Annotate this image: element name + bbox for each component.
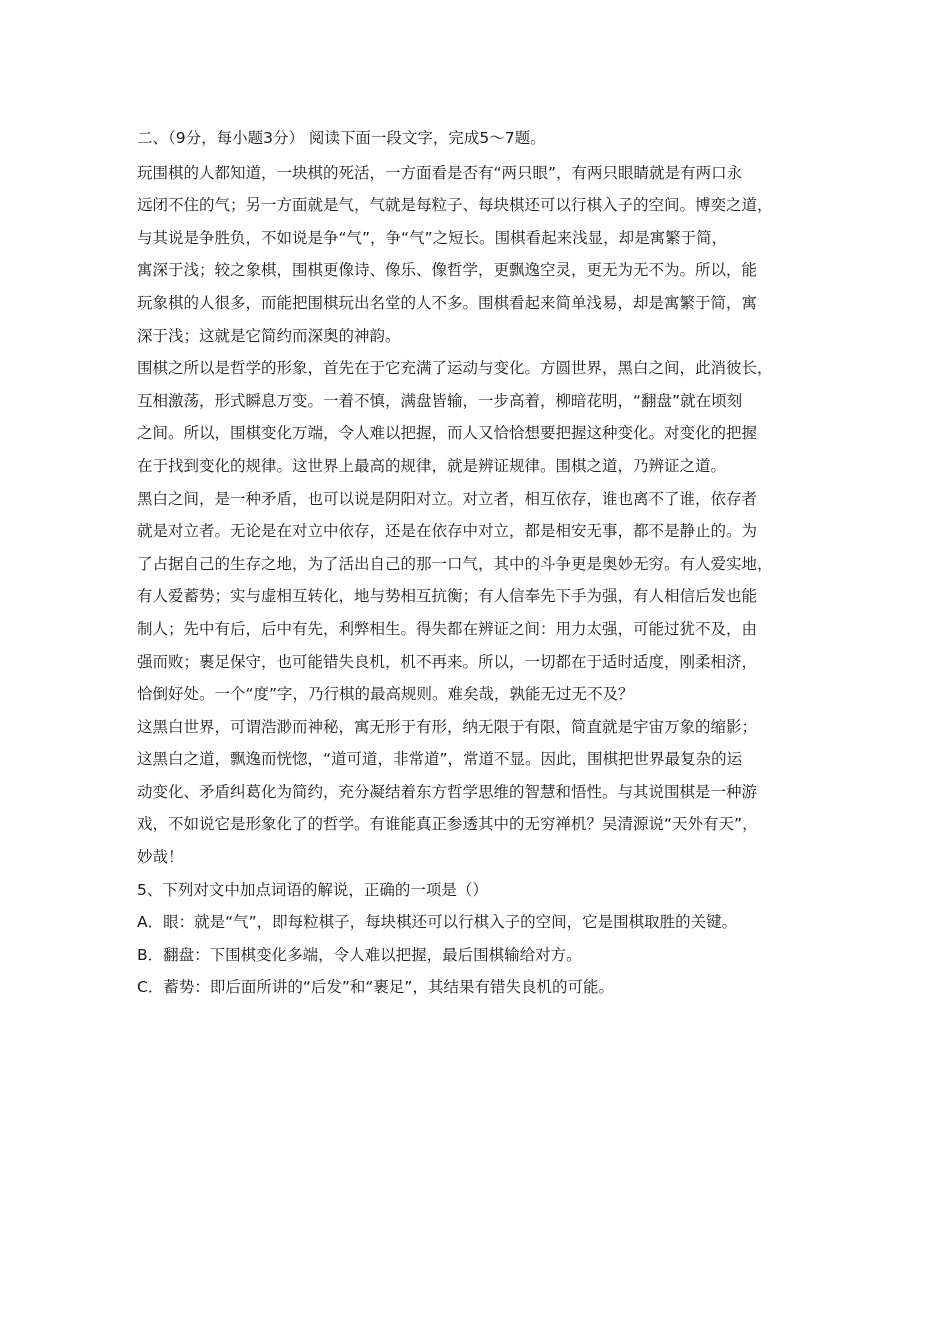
- passage-line: 有人爱蓄势；实与虚相互转化，地与势相互抗衡；有人信奉先下手为强，有人相信后发也能: [137, 587, 758, 606]
- passage-line: 远闭不住的气；另一方面就是气，气就是每粒子、每块棋还可以行棋入子的空间。博奕之道，: [137, 196, 773, 215]
- option-a: A．眼：就是“气”，即每粒棋子，每块棋还可以行棋入子的空间，它是围棋取胜的关键。: [137, 913, 738, 932]
- passage-line: 强而败；裹足保守，也可能错失良机，机不再来。所以，一切都在于适时适度，刚柔相济，: [137, 652, 758, 671]
- question-stem: 5、下列对文中加点词语的解说，正确的一项是（）: [137, 880, 488, 899]
- option-c: C．蓄势：即后面所讲的“后发”和“裹足”，其结果有错失良机的可能。: [137, 978, 614, 997]
- passage-line: 动变化、矛盾纠葛化为简约，充分凝结着东方哲学思维的智慧和悟性。与其说围棋是一种游: [137, 782, 758, 801]
- passage-line: 这黑白之道，飘逸而恍惚，“道可道，非常道”，常道不显。因此，围棋把世界最复杂的运: [137, 750, 743, 769]
- passage-paragraph-1: [137, 157, 827, 353]
- question-5: [137, 874, 827, 1004]
- passage-line: 制人；先中有后，后中有先，利弊相生。得失都在辨证之间：用力太强，可能过犹不及，由: [137, 619, 758, 638]
- passage-paragraph-4: [137, 711, 827, 874]
- option-b: B．翻盘：下围棋变化多端，令人难以把握，最后围棋输给对方。: [137, 945, 582, 964]
- passage-paragraph-3: [137, 483, 827, 711]
- passage-line: 就是对立者。无论是在对立中依存，还是在依存中对立，都是相安无事，都不是静止的。为: [137, 522, 758, 541]
- passage-line: 黑白之间，是一种矛盾，也可以说是阴阳对立。对立者，相互依存，谁也离不了谁，依存者: [137, 489, 758, 508]
- passage-line: 恰倒好处。一个“度”字，乃行棋的最高规则。难矣哉，孰能无过无不及？: [137, 685, 634, 704]
- passage-paragraph-2: [137, 352, 827, 482]
- passage-line: 这黑白世界，可谓浩渺而神秘，寓无形于有形，纳无限于有限，简直就是宇宙万象的缩影；: [137, 717, 758, 736]
- section-heading: 二、（9分，每小题3分） 阅读下面一段文字，完成5～7题。: [137, 129, 546, 147]
- passage-line: 与其说是争胜负，不如说是争“气”，争“气”之短长。围棋看起来浅显，却是寓繁于简，: [137, 228, 728, 247]
- passage-line: 寓深于浅；较之象棋，围棋更像诗、像乐、像哲学，更飘逸空灵，更无为无不为。所以，能: [137, 261, 758, 280]
- passage-line: 玩围棋的人都知道，一块棋的死活，一方面看是否有“两只眼”，有两只眼睛就是有两口永: [137, 163, 743, 182]
- passage-line: 围棋之所以是哲学的形象，首先在于它充满了运动与变化。方圆世界，黑白之间，此消彼长，: [137, 359, 773, 378]
- passage-line: 戏，不如说它是形象化了的哲学。有谁能真正参透其中的无穷禅机？吴清源说“天外有天”，: [137, 815, 758, 834]
- passage-line: 之间。所以，围棋变化万端，令人难以把握，而人又恰恰想要把握这种变化。对变化的把握: [137, 424, 758, 443]
- passage-line: 深于浅；这就是它简约而深奥的神韵。: [137, 326, 401, 345]
- passage-line: 玩象棋的人很多，而能把围棋玩出名堂的人不多。围棋看起来简单浅易，却是寓繁于简，寓: [137, 293, 758, 312]
- passage-line: 妙哉！: [137, 848, 184, 867]
- passage-line: 互相激荡，形式瞬息万变。一着不慎，满盘皆输，一步高着，柳暗花明，“翻盘”就在顷刻: [137, 391, 743, 410]
- passage-line: 了占据自己的生存之地，为了活出自己的那一口气，其中的斗争更是奥妙无穷。有人爱实地，: [137, 554, 773, 573]
- document-content: [137, 122, 827, 1004]
- passage-line: 在于找到变化的规律。这世界上最高的规律，就是辨证规律。围棋之道，乃辨证之道。: [137, 456, 727, 475]
